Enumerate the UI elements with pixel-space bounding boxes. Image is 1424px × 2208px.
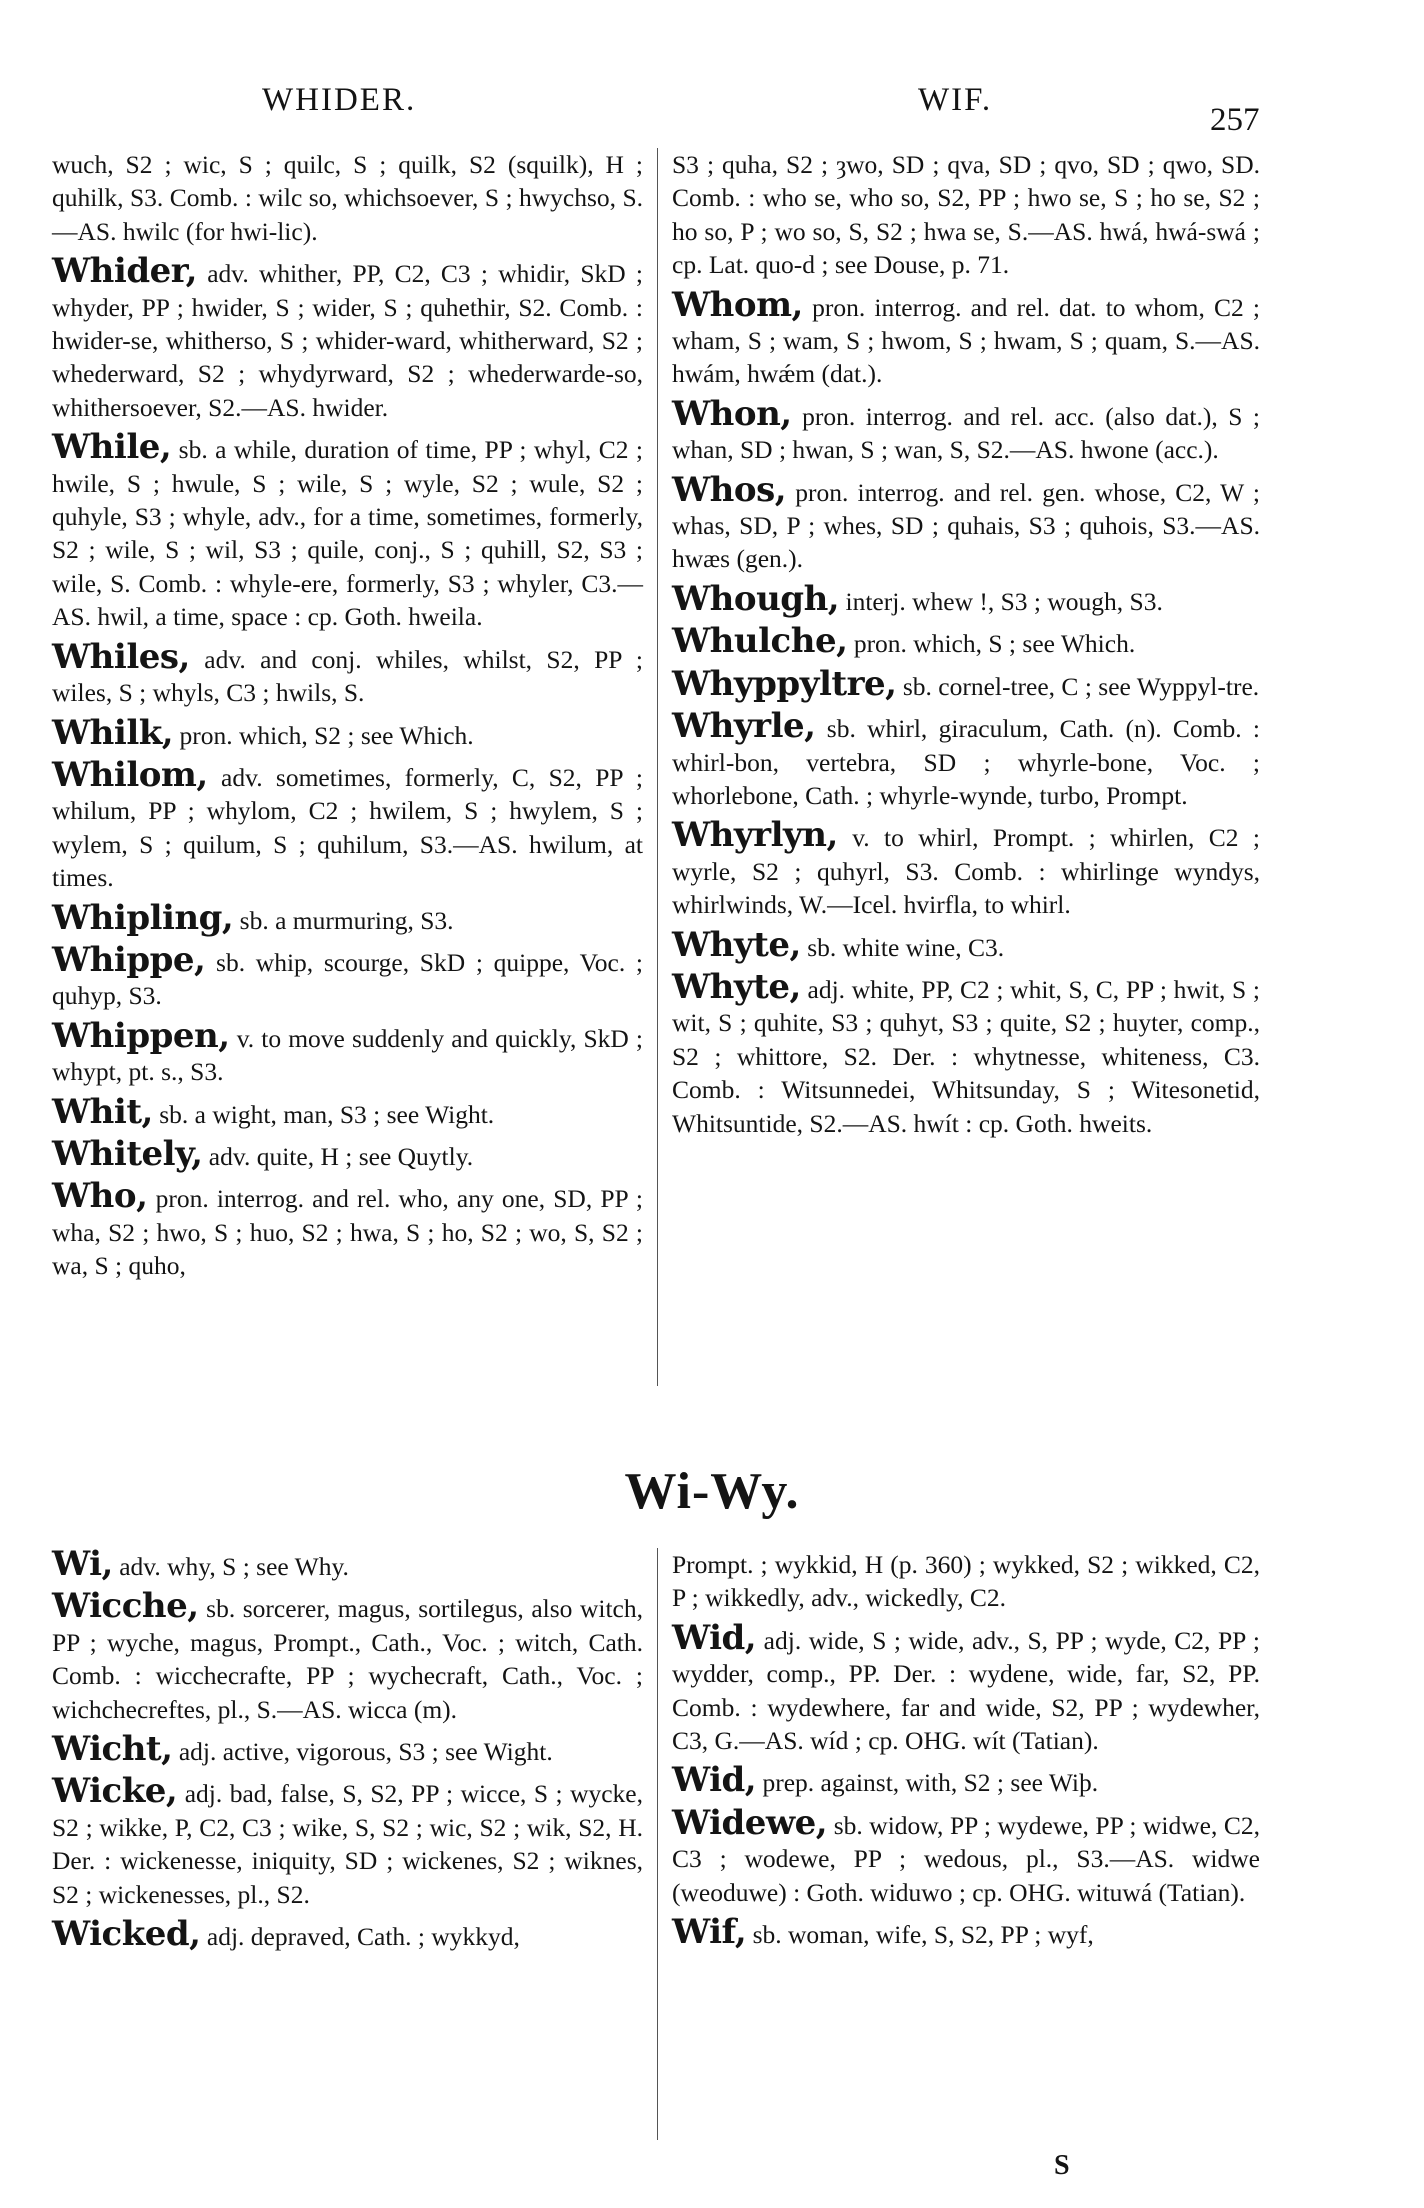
dictionary-entry [672,1760,1260,1801]
entry-text: pron. interrog. and rel. gen. whose, C2, W ; whas, SD, P ; whes, SD ; quhais, S3 ; quhois, S3.—AS. hwæs (gen.). [672,477,1260,574]
headword: While, [52,427,172,468]
headword: Whyrle, [672,706,816,747]
entry-text: pron. interrog. and rel. dat. to whom, C2 ; wham, S ; wam, S ; hwom, S ; hwam, S ; quam, S.—AS. hwám, hwǽm (dat.). [672,292,1261,389]
running-head-right: WIF. [918,82,993,118]
dictionary-entry [672,1912,1260,1953]
column-bottom-left [52,1544,643,1955]
dictionary-entry [672,966,1260,1140]
entry-text: sb. a while, duration of time, PP ; whyl, C2 ; hwile, S ; hwule, S ; wile, S ; wyle, S2 ; wule, S2 ; quhyle, S3 ; whyle, adv., for a time, sometimes, formerly, S2 ; wile, S ; wil, S3 ; quile, conj., S ; quhill, S2, S3 ; wile, S. Comb. : whyle-ere, formerly, S3 ; whyler, C3.—AS. hwil, a time, space : cp. Goth. hweila. [52,435,643,632]
dictionary-entry [52,754,644,895]
page-number: 257 [1210,102,1260,138]
headword: Whough, [672,578,840,619]
entry-text: sb. whip, scourge, SkD ; quippe, Voc. ; quhyp, S3. [52,947,643,1011]
entry-text: pron. which, S2 ; see Which. [179,720,474,750]
dictionary-entry [52,1729,643,1770]
dictionary-entry [672,1617,1261,1758]
headword: Whos, [672,469,787,510]
dictionary-entry [52,1914,643,1955]
dictionary-entry [52,636,644,710]
headword: Wi, [52,1544,113,1584]
headword: Who, [52,1176,148,1217]
headword: Widewe, [672,1802,828,1843]
dictionary-entry [52,897,643,938]
dictionary-entry [52,1091,643,1132]
headword: Wicht, [52,1729,173,1770]
entry-text: sb. white wine, C3. [807,932,1005,962]
column-top-left [52,148,643,1283]
headword: Whippen, [52,1015,230,1056]
entry-text: sb. a wight, man, S3 ; see Wight. [159,1099,495,1129]
headword: Whider, [52,251,198,292]
entry-text: adv. sometimes, formerly, C, S2, PP ; whilum, PP ; whylom, C2 ; hwilem, S ; hwylem, S ; wylem, S ; quilum, S ; quhilum, S3.—AS. hwilum, at times. [52,762,644,893]
dictionary-entry [672,393,1260,467]
dictionary-entry [672,148,1260,282]
dictionary-entry [672,706,1260,812]
dictionary-entry [52,427,643,633]
headword: Whyte, [672,966,801,1007]
entry-text: wuch, S2 ; wic, S ; quilc, S ; quilk, S2 (squilk), H ; quhilk, S3. Comb. : wilc so, whichsoever, S ; hwychso, S.—AS. hwilc (for hwi-lic). [52,150,643,246]
headword: Whyte, [672,924,801,965]
headword: Whulche, [672,621,848,662]
headword: Whilom, [52,754,208,795]
dictionary-entry [672,578,1260,619]
dictionary-entry [52,712,643,753]
entry-text: v. to move suddenly and quickly, SkD ; whypt, pt. s., S3. [52,1023,643,1087]
running-head-left: WHIDER. [262,82,417,118]
headword: Whipling, [52,897,234,938]
headword: Wicche, [52,1586,199,1627]
column-divider-bottom [657,1548,658,2140]
dictionary-entry [52,148,643,248]
section-title: Wi-Wy. [624,1463,800,1520]
headword: Whyrlyn, [672,815,838,856]
entry-text: sb. whirl, giraculum, Cath. (n). Comb. : whirl-bon, vertebra, SD ; whyrle-bone, Voc. ; whorlebone, Cath. ; whyrle-wynde, turbo, Prompt. [672,714,1260,810]
entry-text: sb. a murmuring, S3. [239,905,454,935]
entry-text: sb. widow, PP ; wydewe, PP ; widwe, C2, C3 ; wodewe, PP ; wedous, pl., S3.—AS. widwe (weoduwe) : Goth. widuwo ; cp. OHG. wituwá (Tatian). [672,1810,1261,1907]
entry-text: S3 ; quha, S2 ; ȝwo, SD ; qva, SD ; qvo, SD ; qwo, SD. Comb. : who se, who so, S2, PP ; hwo se, S ; ho se, S2 ; ho so, P ; wo so, S, S2 ; hwa se, S.—AS. hwá, hwá-swá ; cp. Lat. quo-d ; see Douse, p. 71. [672,150,1260,280]
headword: Whit, [52,1091,153,1132]
entry-text: pron. interrog. and rel. acc. (also dat.), S ; whan, SD ; hwan, S ; wan, S, S2.—AS. hwone (acc.). [672,401,1260,465]
entry-text: v. to whirl, Prompt. ; whirlen, C2 ; wyrle, S2 ; quhyrl, S3. Comb. : whirlinge wyndys, whirlwinds, W.—Icel. hvirfla, to whirl. [672,823,1261,920]
headword: Whom, [672,284,803,325]
dictionary-entry [52,1015,643,1089]
dictionary-entry [52,251,643,424]
entry-text: interj. whew !, S3 ; wough, S3. [845,586,1163,616]
dictionary-entry [52,939,643,1013]
entry-text: adj. white, PP, C2 ; whit, S, C, PP ; hwit, S ; wit, S ; quhite, S3 ; quhyt, S3 ; quite, S2 ; huyter, comp., S2 ; whittore, S2. Der. : whytnesse, whiteness, C3. Comb. : Witsunnedei, Whitsunday, S ; Witesonetid, Whitsuntide, S2.—AS. hwít : cp. Goth. hweits. [672,974,1260,1138]
dictionary-entry [672,663,1260,704]
entry-text: adj. depraved, Cath. ; wykkyd, [206,1922,520,1952]
signature-mark: S [1054,2150,1070,2181]
entry-text: pron. which, S ; see Which. [853,629,1136,659]
entry-text: adj. active, vigorous, S3 ; see Wight. [178,1737,553,1767]
headword: Wif, [672,1912,747,1953]
dictionary-entry [672,815,1261,921]
entry-text: Prompt. ; wykkid, H (p. 360) ; wykked, S2 ; wikked, C2, P ; wikkedly, adv., wickedly, C2. [672,1550,1260,1613]
headword: Whitely, [52,1133,203,1174]
entry-text: prep. against, with, S2 ; see Wiþ. [762,1768,1099,1798]
dictionary-entry [52,1133,643,1174]
dictionary-entry [672,1802,1261,1909]
dictionary-entry [672,284,1261,391]
dictionary-entry [672,469,1260,576]
dictionary-entry [52,1544,643,1584]
entry-text: adv. whither, PP, C2, C3 ; whidir, SkD ; whyder, PP ; hwider, S ; wider, S ; quhethir, S2. Comb. : hwider-se, whitherso, S ; whider-ward, whitherward, S2 ; whederward, S2 ; whydyrward, S2 ; whederwarde-so, whithersoever, S2.—AS. hwider. [52,259,643,422]
entry-text: sb. woman, wife, S, S2, PP ; wyf, [752,1920,1094,1950]
entry-text: sb. sorcerer, magus, sortilegus, also witch, PP ; wyche, magus, Prompt., Cath., Voc. ; witch, Cath. Comb. : wicchecrafte, PP ; wychecraft, Cath., Voc. ; wichchecreftes, pl., S.—AS. wicca (m). [52,1594,643,1724]
headword: Wicked, [52,1914,201,1955]
headword: Whyppyltre, [672,663,897,704]
headword: Whippe, [52,939,206,980]
dictionary-entry [52,1176,644,1282]
entry-text: adj. wide, S ; wide, adv., S, PP ; wyde, C2, PP ; wydder, comp., PP. Der. : wydene, wide, far, S2, PP. Comb. : wydewhere, far and wide, S2, PP ; wydewher, C3, G.—AS. wíd ; cp. OHG. wít (Tatian). [672,1625,1261,1756]
headword: Wid, [672,1617,757,1658]
column-bottom-right [672,1548,1260,1951]
entry-text: adv. and conj. whiles, whilst, S2, PP ; wiles, S ; whyls, C3 ; hwils, S. [52,644,644,708]
headword: Whilk, [52,712,174,753]
dictionary-entry [672,621,1260,662]
headword: Wicke, [52,1771,178,1812]
dictionary-entry [52,1586,643,1726]
dictionary-entry [672,1548,1260,1615]
entry-text: sb. cornel-tree, C ; see Wyppyl-tre. [902,671,1260,701]
entry-text: pron. interrog. and rel. who, any one, SD, PP ; wha, S2 ; hwo, S ; huo, S2 ; hwa, S ; ho, S2 ; wo, S, S2 ; wa, S ; quho, [52,1184,644,1281]
headword: Wid, [672,1760,757,1801]
dictionary-entry [672,924,1260,965]
column-top-right [672,148,1260,1140]
dictionary-entry [52,1771,643,1911]
entry-text: adv. quite, H ; see Quytly. [208,1141,474,1171]
entry-text: adv. why, S ; see Why. [119,1552,349,1581]
headword: Whiles, [52,636,190,677]
column-divider-top [657,148,658,1386]
entry-text: adj. bad, false, S, S2, PP ; wicce, S ; wycke, S2 ; wikke, P, C2, C3 ; wike, S, S2 ; wic, S2 ; wik, S2, H. Der. : wickenesse, iniquity, SD ; wickenes, S2 ; wiknes, S2 ; wickenesses, pl., S2. [52,1779,643,1909]
headword: Whon, [672,393,792,434]
